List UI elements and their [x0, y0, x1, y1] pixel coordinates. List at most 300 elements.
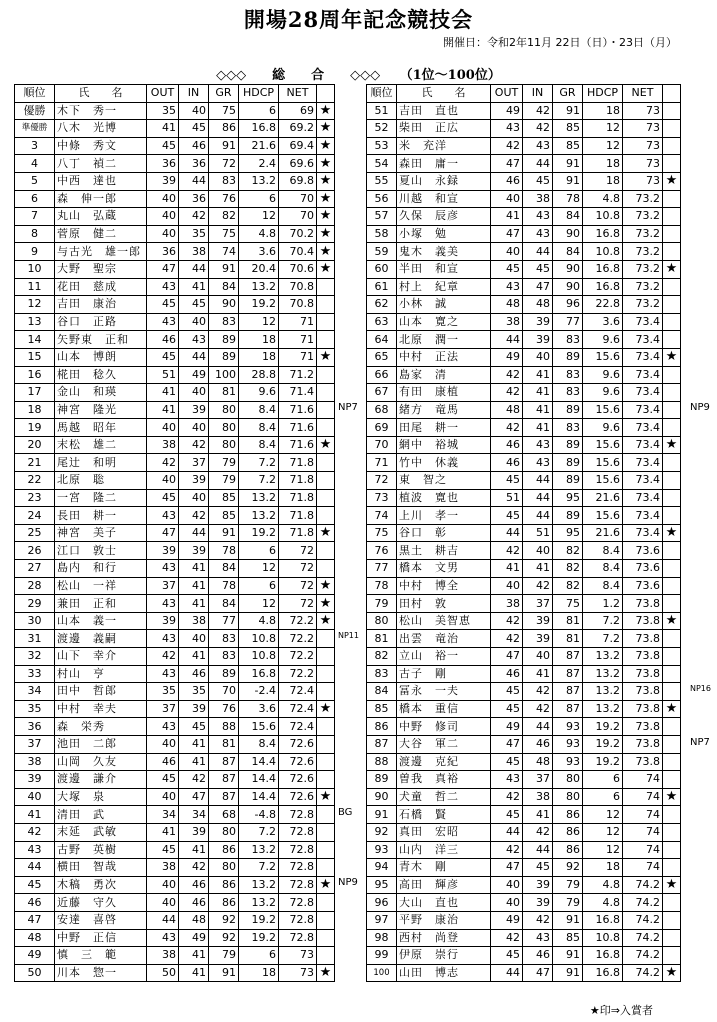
- table-row: [367, 208, 681, 226]
- prize-mark: [663, 507, 681, 525]
- net-cell: 73.8: [623, 630, 663, 648]
- name-cell: 慎 三 範: [55, 947, 147, 965]
- name-cell: 植波 寛也: [397, 489, 491, 507]
- hdcp-cell: 13.2: [239, 507, 279, 525]
- in-cell: 45: [523, 859, 553, 877]
- name-cell: 兼田 正和: [55, 595, 147, 613]
- net-cell: 70: [279, 190, 317, 208]
- name-cell: 八丁 禎二: [55, 155, 147, 173]
- gross-cell: 93: [553, 753, 583, 771]
- name-cell: 平野 康治: [397, 911, 491, 929]
- header-net: NET: [279, 85, 317, 103]
- name-cell: 橋本 文男: [397, 560, 491, 578]
- gross-cell: 85: [209, 489, 239, 507]
- prize-mark: [317, 683, 335, 701]
- header-mark: [663, 85, 681, 103]
- in-cell: 44: [523, 243, 553, 261]
- gross-cell: 75: [209, 225, 239, 243]
- name-cell: 山内 洋三: [397, 841, 491, 859]
- prize-mark: ★: [663, 524, 681, 542]
- rank-cell: 6: [15, 190, 55, 208]
- header-name: 氏 名: [55, 85, 147, 103]
- gross-cell: 80: [209, 436, 239, 454]
- net-cell: 71.6: [279, 401, 317, 419]
- name-cell: 久保 辰彦: [397, 208, 491, 226]
- table-row: [15, 208, 335, 226]
- in-cell: 37: [523, 771, 553, 789]
- prize-mark: [663, 155, 681, 173]
- table-row: [15, 137, 335, 155]
- rank-cell: 92: [367, 823, 397, 841]
- table-header: [367, 85, 681, 103]
- in-cell: 40: [179, 102, 209, 120]
- out-cell: 40: [147, 472, 179, 490]
- hdcp-cell: 10.8: [239, 630, 279, 648]
- name-cell: 神宮 美子: [55, 524, 147, 542]
- net-cell: 73: [623, 172, 663, 190]
- gross-cell: 81: [209, 735, 239, 753]
- prize-mark: ★: [317, 260, 335, 278]
- prize-mark: [663, 542, 681, 560]
- gross-cell: 96: [553, 296, 583, 314]
- table-row: [367, 947, 681, 965]
- hdcp-cell: 9.6: [583, 419, 623, 437]
- name-cell: 島内 和行: [55, 560, 147, 578]
- table-row: [15, 841, 335, 859]
- rank-cell: 13: [15, 313, 55, 331]
- gross-cell: 80: [209, 419, 239, 437]
- out-cell: 37: [147, 700, 179, 718]
- out-cell: 41: [491, 560, 523, 578]
- out-cell: 42: [491, 630, 523, 648]
- net-cell: 73.4: [623, 401, 663, 419]
- prize-mark: [663, 560, 681, 578]
- in-cell: 40: [179, 313, 209, 331]
- gross-cell: 83: [209, 172, 239, 190]
- table-row: [367, 911, 681, 929]
- prize-mark: [663, 841, 681, 859]
- name-cell: 緒方 竜馬: [397, 401, 491, 419]
- in-cell: 39: [179, 401, 209, 419]
- table-row: [367, 436, 681, 454]
- rank-cell: 31: [15, 630, 55, 648]
- gross-cell: 83: [553, 419, 583, 437]
- rank-cell: 54: [367, 155, 397, 173]
- gross-cell: 80: [209, 859, 239, 877]
- gross-cell: 83: [553, 331, 583, 349]
- hdcp-cell: 12: [583, 823, 623, 841]
- in-cell: 41: [179, 841, 209, 859]
- table-row: [15, 577, 335, 595]
- out-cell: 47: [147, 260, 179, 278]
- table-row: [367, 401, 681, 419]
- rank-cell: 41: [15, 806, 55, 824]
- name-cell: 山本 博朗: [55, 348, 147, 366]
- in-cell: 42: [523, 683, 553, 701]
- hdcp-cell: 12: [583, 137, 623, 155]
- name-cell: 長田 耕一: [55, 507, 147, 525]
- rank-cell: 66: [367, 366, 397, 384]
- rank-cell: 88: [367, 753, 397, 771]
- table-row: [367, 120, 681, 138]
- rank-cell: 優勝: [15, 102, 55, 120]
- net-cell: 73.2: [623, 225, 663, 243]
- in-cell: 40: [179, 384, 209, 402]
- table-row: [367, 190, 681, 208]
- out-cell: 43: [491, 120, 523, 138]
- name-cell: 馬越 昭年: [55, 419, 147, 437]
- table-row: [15, 612, 335, 630]
- rank-cell: 42: [15, 823, 55, 841]
- header-rank: 順位: [15, 85, 55, 103]
- out-cell: 38: [147, 859, 179, 877]
- rank-cell: 14: [15, 331, 55, 349]
- table-row: [367, 384, 681, 402]
- out-cell: 48: [491, 296, 523, 314]
- in-cell: 43: [523, 137, 553, 155]
- table-row: [15, 260, 335, 278]
- in-cell: 39: [179, 823, 209, 841]
- out-cell: 46: [147, 753, 179, 771]
- rank-cell: 10: [15, 260, 55, 278]
- prize-mark: [663, 683, 681, 701]
- name-cell: 中村 博全: [397, 577, 491, 595]
- table-row: [15, 331, 335, 349]
- gross-cell: 81: [553, 612, 583, 630]
- net-cell: 72.6: [279, 753, 317, 771]
- net-cell: 71.8: [279, 489, 317, 507]
- net-cell: 71.6: [279, 436, 317, 454]
- name-cell: 黒土 耕吉: [397, 542, 491, 560]
- out-cell: 45: [147, 296, 179, 314]
- in-cell: 39: [179, 472, 209, 490]
- table-row: [15, 436, 335, 454]
- net-cell: 73.4: [623, 524, 663, 542]
- table-row: [367, 841, 681, 859]
- out-cell: 43: [147, 560, 179, 578]
- rank-cell: 46: [15, 894, 55, 912]
- table-row: [15, 313, 335, 331]
- table-row: [15, 489, 335, 507]
- header-gross: GR: [209, 85, 239, 103]
- rank-cell: 71: [367, 454, 397, 472]
- hdcp-cell: 19.2: [583, 735, 623, 753]
- rank-cell: 80: [367, 612, 397, 630]
- in-cell: 40: [179, 630, 209, 648]
- rank-cell: 72: [367, 472, 397, 490]
- in-cell: 37: [523, 595, 553, 613]
- prize-mark: [663, 911, 681, 929]
- prize-mark: ★: [317, 700, 335, 718]
- rank-cell: 37: [15, 735, 55, 753]
- in-cell: 48: [523, 296, 553, 314]
- name-cell: 吉田 直也: [397, 102, 491, 120]
- in-cell: 44: [523, 507, 553, 525]
- name-cell: 大谷 軍二: [397, 735, 491, 753]
- table-row: [367, 683, 681, 701]
- name-cell: 中西 達也: [55, 172, 147, 190]
- gross-cell: 89: [553, 401, 583, 419]
- prize-mark: [317, 665, 335, 683]
- rank-cell: 74: [367, 507, 397, 525]
- gross-cell: 82: [553, 577, 583, 595]
- rank-cell: 100: [367, 964, 397, 982]
- hdcp-cell: 16.8: [583, 278, 623, 296]
- net-cell: 73.4: [623, 436, 663, 454]
- in-cell: 43: [523, 454, 553, 472]
- net-cell: 73.2: [623, 190, 663, 208]
- in-cell: 46: [179, 876, 209, 894]
- hdcp-cell: 10.8: [583, 208, 623, 226]
- prize-mark: [317, 630, 335, 648]
- name-cell: 出雲 竜治: [397, 630, 491, 648]
- out-cell: 47: [147, 524, 179, 542]
- name-cell: 有田 康植: [397, 384, 491, 402]
- out-cell: 42: [491, 612, 523, 630]
- gross-cell: 84: [553, 208, 583, 226]
- hdcp-cell: 15.6: [583, 454, 623, 472]
- out-cell: 42: [491, 929, 523, 947]
- in-cell: 44: [179, 524, 209, 542]
- net-cell: 73.8: [623, 595, 663, 613]
- gross-cell: 76: [209, 700, 239, 718]
- net-cell: 69.4: [279, 137, 317, 155]
- name-cell: 真田 宏昭: [397, 823, 491, 841]
- gross-cell: 91: [209, 964, 239, 982]
- gross-cell: 81: [209, 384, 239, 402]
- prize-mark: [663, 472, 681, 490]
- in-cell: 39: [179, 700, 209, 718]
- prize-mark: ★: [663, 612, 681, 630]
- rank-cell: 43: [15, 841, 55, 859]
- in-cell: 41: [523, 665, 553, 683]
- in-cell: 36: [179, 190, 209, 208]
- name-cell: 小林 誠: [397, 296, 491, 314]
- hdcp-cell: 6: [239, 577, 279, 595]
- gross-cell: 78: [553, 190, 583, 208]
- header-out: OUT: [147, 85, 179, 103]
- out-cell: 38: [147, 947, 179, 965]
- table-row: [15, 507, 335, 525]
- hdcp-cell: 19.2: [239, 911, 279, 929]
- prize-mark: [317, 894, 335, 912]
- name-cell: 山本 義一: [55, 612, 147, 630]
- out-cell: 36: [147, 155, 179, 173]
- in-cell: 36: [179, 155, 209, 173]
- out-cell: 38: [491, 595, 523, 613]
- net-cell: 72: [279, 542, 317, 560]
- in-cell: 45: [179, 718, 209, 736]
- in-cell: 40: [179, 489, 209, 507]
- hdcp-cell: 3.6: [239, 243, 279, 261]
- net-cell: 74: [623, 841, 663, 859]
- gross-cell: 82: [553, 542, 583, 560]
- name-cell: 山岡 久友: [55, 753, 147, 771]
- out-cell: 42: [491, 366, 523, 384]
- in-cell: 44: [523, 155, 553, 173]
- name-cell: 古子 剛: [397, 665, 491, 683]
- gross-cell: 84: [553, 243, 583, 261]
- net-cell: 73.4: [623, 331, 663, 349]
- hdcp-cell: 8.4: [239, 401, 279, 419]
- hdcp-cell: 9.6: [239, 384, 279, 402]
- rank-cell: 39: [15, 771, 55, 789]
- net-cell: 72.8: [279, 806, 317, 824]
- prize-legend: ★印⇒入賞者: [589, 1004, 653, 1017]
- in-cell: 41: [523, 401, 553, 419]
- name-cell: 木下 秀一: [55, 102, 147, 120]
- gross-cell: 89: [553, 472, 583, 490]
- net-cell: 73: [279, 947, 317, 965]
- out-cell: 49: [491, 102, 523, 120]
- name-cell: 中野 正信: [55, 929, 147, 947]
- header-rank: 順位: [367, 85, 397, 103]
- table-row: [15, 753, 335, 771]
- in-cell: 42: [523, 120, 553, 138]
- rank-cell: 40: [15, 788, 55, 806]
- out-cell: 45: [491, 947, 523, 965]
- table-row: [367, 454, 681, 472]
- rank-cell: 55: [367, 172, 397, 190]
- rank-cell: 7: [15, 208, 55, 226]
- table-row: [367, 507, 681, 525]
- rank-cell: 8: [15, 225, 55, 243]
- rank-cell: 15: [15, 348, 55, 366]
- out-cell: 45: [147, 137, 179, 155]
- table-row: [367, 612, 681, 630]
- name-cell: 夏山 永録: [397, 172, 491, 190]
- prize-mark: [663, 120, 681, 138]
- prize-mark: ★: [663, 260, 681, 278]
- name-cell: 松山 美智恵: [397, 612, 491, 630]
- net-cell: 72.8: [279, 841, 317, 859]
- name-cell: 末延 武敏: [55, 823, 147, 841]
- prize-mark: ★: [317, 172, 335, 190]
- gross-cell: 74: [209, 243, 239, 261]
- rank-cell: 76: [367, 542, 397, 560]
- gross-cell: 88: [209, 718, 239, 736]
- net-cell: 73: [623, 155, 663, 173]
- rank-cell: 82: [367, 648, 397, 666]
- in-cell: 46: [523, 947, 553, 965]
- table-row: [15, 735, 335, 753]
- net-cell: 74.2: [623, 894, 663, 912]
- gross-cell: 87: [553, 700, 583, 718]
- out-cell: 43: [491, 278, 523, 296]
- gross-cell: 85: [553, 120, 583, 138]
- prize-mark: ★: [317, 120, 335, 138]
- prize-mark: ★: [663, 788, 681, 806]
- hdcp-cell: 16.8: [239, 665, 279, 683]
- gross-cell: 83: [553, 366, 583, 384]
- rank-cell: 62: [367, 296, 397, 314]
- gross-cell: 78: [209, 542, 239, 560]
- net-cell: 72: [279, 577, 317, 595]
- name-cell: 冨永 一夫: [397, 683, 491, 701]
- hdcp-cell: 4.8: [583, 876, 623, 894]
- gross-cell: 89: [553, 507, 583, 525]
- out-cell: 42: [491, 137, 523, 155]
- table-row: [15, 102, 335, 120]
- rank-cell: 98: [367, 929, 397, 947]
- gross-cell: 84: [209, 595, 239, 613]
- prize-mark: ★: [663, 172, 681, 190]
- gross-cell: 89: [553, 348, 583, 366]
- table-row: [15, 648, 335, 666]
- name-cell: 末松 雄二: [55, 436, 147, 454]
- hdcp-cell: 8.4: [583, 542, 623, 560]
- rank-cell: 33: [15, 665, 55, 683]
- gross-cell: 68: [209, 806, 239, 824]
- hdcp-cell: 18: [583, 859, 623, 877]
- rank-cell: 30: [15, 612, 55, 630]
- in-cell: 38: [523, 788, 553, 806]
- hdcp-cell: 18: [239, 348, 279, 366]
- net-cell: 72.8: [279, 911, 317, 929]
- hdcp-cell: -4.8: [239, 806, 279, 824]
- name-cell: 渡邊 義嗣: [55, 630, 147, 648]
- out-cell: 40: [491, 577, 523, 595]
- event-date: 開催日：令和2年11月 22日（日）・23日（月）: [443, 36, 677, 49]
- rank-cell: 91: [367, 806, 397, 824]
- net-cell: 74: [623, 859, 663, 877]
- rank-cell: 75: [367, 524, 397, 542]
- rank-cell: 17: [15, 384, 55, 402]
- out-cell: 44: [147, 911, 179, 929]
- gross-cell: 100: [209, 366, 239, 384]
- table-row: [15, 771, 335, 789]
- prize-mark: [317, 753, 335, 771]
- table-row: [367, 472, 681, 490]
- out-cell: 47: [491, 648, 523, 666]
- gross-cell: 89: [209, 348, 239, 366]
- prize-mark: ★: [663, 876, 681, 894]
- table-row: [367, 753, 681, 771]
- hdcp-cell: 4.8: [239, 612, 279, 630]
- hdcp-cell: 13.2: [583, 683, 623, 701]
- table-row: [15, 419, 335, 437]
- hdcp-cell: 12: [583, 120, 623, 138]
- margin-note: NP7: [338, 402, 358, 414]
- prize-mark: [663, 630, 681, 648]
- net-cell: 73: [623, 120, 663, 138]
- net-cell: 71.4: [279, 384, 317, 402]
- prize-mark: [317, 401, 335, 419]
- prize-mark: [317, 507, 335, 525]
- gross-cell: 80: [209, 401, 239, 419]
- rank-cell: 61: [367, 278, 397, 296]
- hdcp-cell: 18: [239, 331, 279, 349]
- out-cell: 47: [491, 859, 523, 877]
- net-cell: 74.2: [623, 964, 663, 982]
- net-cell: 70.6: [279, 260, 317, 278]
- hdcp-cell: 6: [583, 771, 623, 789]
- name-cell: 安達 喜啓: [55, 911, 147, 929]
- out-cell: 46: [147, 331, 179, 349]
- rank-cell: 12: [15, 296, 55, 314]
- gross-cell: 93: [553, 718, 583, 736]
- prize-mark: [317, 489, 335, 507]
- margin-note: NP9: [690, 402, 710, 414]
- name-cell: 与古光 雄一郎: [55, 243, 147, 261]
- gross-cell: 87: [209, 788, 239, 806]
- in-cell: 48: [179, 911, 209, 929]
- rank-cell: 準優勝: [15, 120, 55, 138]
- prize-mark: [663, 577, 681, 595]
- out-cell: 43: [147, 630, 179, 648]
- prize-mark: [317, 560, 335, 578]
- margin-note: NP7: [690, 736, 710, 748]
